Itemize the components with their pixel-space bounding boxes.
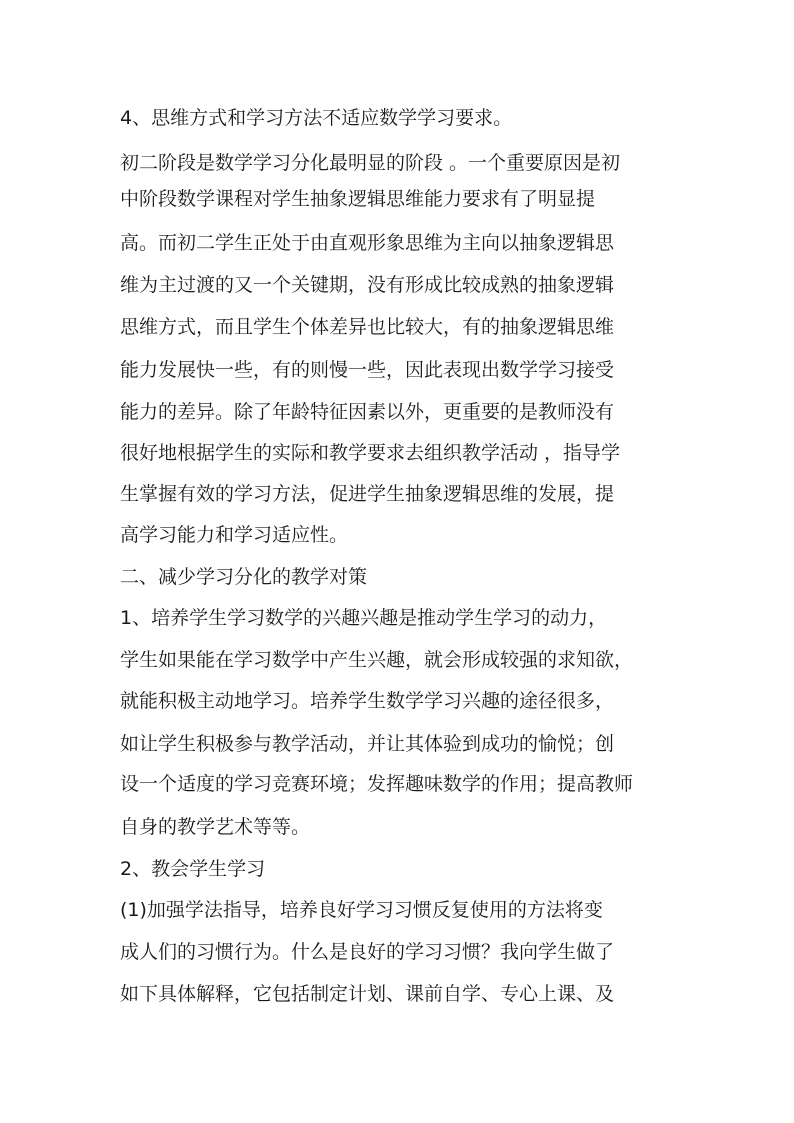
text-line: 很好地根据学生的实际和教学要求去组织教学活动 ，指导学 xyxy=(120,442,621,464)
text-line: 设一个适度的学习竞赛环境；发挥趣味数学的作用；提高教师 xyxy=(120,773,634,795)
text-line: 学生如果能在学习数学中产生兴趣，就会形成较强的求知欲， xyxy=(120,649,634,671)
text-line: 中阶段数学课程对学生抽象逻辑思维能力要求有了明显提 xyxy=(120,188,596,210)
section-heading: 二、减少学习分化的教学对策 xyxy=(120,566,368,588)
text-line: 生掌握有效的学习方法，促进学生抽象逻辑思维的发展，提 xyxy=(120,483,615,505)
text-line: 如让学生积极参与教学活动，并让其体验到成功的愉悦；创 xyxy=(120,733,615,755)
text-line: 思维方式，而且学生个体差异也比较大，有的抽象逻辑思维 xyxy=(120,316,615,338)
text-line: (1)加强学法指导，培养良好学习习惯反复使用的方法将变 xyxy=(120,899,603,921)
text-line: 高。而初二学生正处于由直观形象思维为主向以抽象逻辑思 xyxy=(120,232,615,254)
text-line: 如下具体解释，它包括制定计划、课前自学、专心上课、及 xyxy=(120,983,615,1005)
text-line: 4、思维方式和学习方法不适应数学学习要求。 xyxy=(120,107,513,129)
text-line: 维为主过渡的又一个关键期，没有形成比较成熟的抽象逻辑 xyxy=(120,274,615,296)
text-line: 就能积极主动地学习。培养学生数学学习兴趣的途径很多， xyxy=(120,690,615,712)
text-line: 成人们的习惯行为。什么是良好的学习习惯？我向学生做了 xyxy=(120,941,615,963)
text-line: 1、培养学生学习数学的兴趣兴趣是推动学生学习的动力， xyxy=(120,607,608,629)
text-line: 高学习能力和学习适应性。 xyxy=(120,524,349,546)
text-line: 能力发展快一些，有的则慢一些，因此表现出数学学习接受 xyxy=(120,359,615,381)
text-line: 初二阶段是数学学习分化最明显的阶段 。一个重要原因是初 xyxy=(120,152,621,174)
text-line: 自身的教学艺术等等。 xyxy=(120,816,311,838)
text-line: 能力的差异。除了年龄特征因素以外，更重要的是教师没有 xyxy=(120,401,615,423)
subsection-heading: 2、教会学生学习 xyxy=(120,858,266,880)
